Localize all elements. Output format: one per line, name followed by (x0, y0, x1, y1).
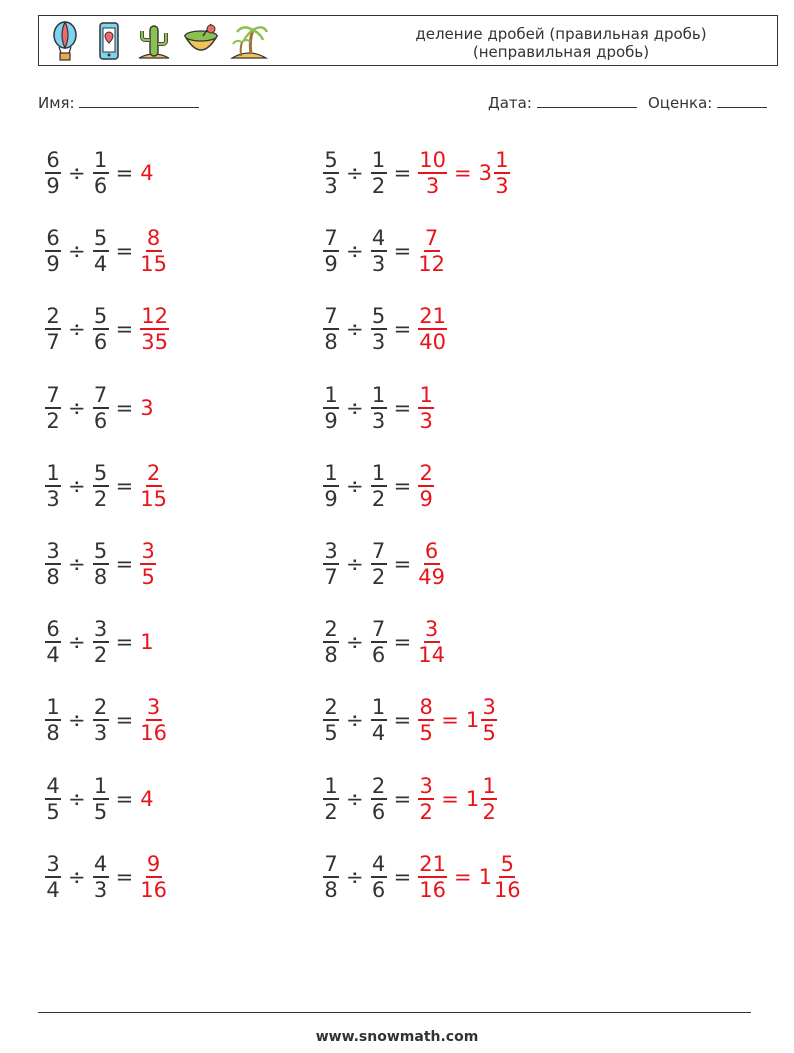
equals-sign: = (441, 786, 459, 811)
answer (418, 461, 434, 511)
numerator: 2 (371, 773, 386, 798)
answer (418, 539, 445, 589)
answer-whole: 1 (140, 630, 154, 655)
answer-whole: 3 (140, 395, 154, 420)
mixed-fraction (481, 695, 497, 745)
numerator: 2 (93, 695, 108, 720)
divide-sign: ÷ (68, 317, 86, 342)
numerator: 5 (371, 304, 386, 329)
problem-item (323, 847, 521, 907)
dividend-fraction (45, 461, 61, 511)
divisor-fraction (371, 383, 387, 433)
denominator: 3 (371, 330, 386, 355)
answer-fraction (418, 461, 434, 511)
numerator: 1 (324, 773, 338, 798)
answer (418, 383, 434, 433)
numerator: 5 (93, 226, 108, 251)
numerator: 1 (324, 460, 338, 485)
denominator: 3 (495, 174, 509, 198)
denominator: 3 (93, 721, 108, 746)
divisor-fraction (371, 774, 387, 824)
denominator: 2 (419, 799, 433, 824)
problem-item (45, 534, 156, 594)
answer (140, 630, 153, 654)
numerator: 5 (93, 304, 108, 329)
denominator: 9 (419, 486, 433, 511)
equals-sign: = (393, 395, 412, 420)
divide-sign: ÷ (346, 317, 364, 342)
numerator: 7 (424, 226, 439, 251)
divisor-fraction (93, 695, 109, 745)
denominator: 8 (324, 643, 338, 668)
mixed-whole: 3 (478, 161, 492, 185)
answer (140, 461, 167, 511)
dividend-fraction (323, 774, 339, 824)
answer (418, 304, 447, 354)
footer-url: www.snowmath.com (315, 1029, 479, 1045)
denominator: 4 (46, 877, 60, 902)
problem-item (45, 612, 154, 672)
title-line-1: деление дробей (правильная дробь) (415, 25, 707, 43)
dividend-fraction (45, 774, 61, 824)
coconut-drink-icon (181, 20, 221, 62)
denominator: 15 (140, 252, 167, 277)
divisor-fraction (371, 617, 387, 667)
mixed-fraction (494, 148, 510, 198)
denominator: 3 (371, 252, 386, 277)
problem-item (323, 690, 497, 750)
denominator: 5 (46, 799, 60, 824)
numerator: 7 (93, 382, 108, 407)
equals-sign: = (393, 708, 412, 733)
numerator: 1 (371, 695, 386, 720)
header-icons (47, 20, 269, 62)
answer-fraction (418, 148, 447, 198)
equals-sign: = (393, 786, 412, 811)
divisor-fraction (371, 539, 387, 589)
denominator: 16 (493, 877, 521, 902)
problem-item (323, 534, 445, 594)
problem-item (45, 769, 154, 829)
divisor-fraction (93, 617, 109, 667)
denominator: 8 (46, 565, 60, 589)
divisor-fraction (371, 304, 387, 354)
divisor-fraction (93, 774, 109, 824)
numerator: 3 (141, 539, 155, 563)
denominator: 12 (418, 252, 445, 277)
answer-fraction (418, 383, 434, 433)
numerator: 8 (419, 695, 433, 720)
denominator: 4 (371, 721, 386, 746)
divisor-fraction (93, 461, 109, 511)
numerator: 1 (482, 773, 496, 798)
denominator: 2 (371, 565, 386, 589)
numerator: 7 (324, 851, 338, 876)
denominator: 9 (324, 408, 338, 433)
denominator: 6 (371, 799, 386, 824)
title-line-2: (неправильная дробь) (472, 43, 650, 61)
dividend-fraction (45, 695, 61, 745)
numerator: 2 (46, 304, 60, 329)
denominator: 4 (46, 643, 60, 668)
denominator: 2 (371, 486, 386, 511)
denominator: 4 (93, 252, 108, 277)
numerator: 3 (424, 617, 439, 642)
problem-item (323, 769, 497, 829)
date-label: Дата: (488, 94, 532, 112)
answer (418, 617, 445, 667)
numerator: 21 (419, 851, 446, 876)
divisor-fraction (93, 383, 109, 433)
divide-sign: ÷ (346, 708, 364, 733)
answer-fraction (140, 539, 156, 589)
problem-item (45, 299, 169, 359)
answer (418, 695, 497, 745)
dividend-fraction (323, 461, 339, 511)
numerator: 9 (146, 851, 161, 876)
numerator: 6 (46, 617, 60, 642)
palm-island-icon (229, 20, 269, 62)
answer-fraction (418, 226, 445, 276)
numerator: 5 (93, 539, 108, 563)
equals-sign: = (115, 630, 134, 655)
problem-item (45, 847, 167, 907)
dividend-fraction (323, 148, 339, 198)
denominator: 16 (140, 721, 167, 746)
divide-sign: ÷ (68, 630, 86, 655)
divide-sign: ÷ (346, 239, 364, 264)
problem-item (45, 378, 154, 438)
numerator: 10 (419, 148, 446, 172)
problem-item (45, 456, 167, 516)
problem-item (45, 221, 167, 281)
dividend-fraction (45, 852, 61, 902)
denominator: 3 (419, 408, 433, 433)
answer-fraction (140, 304, 169, 354)
denominator: 14 (418, 643, 445, 668)
dividend-fraction (323, 383, 339, 433)
worksheet-header (38, 15, 778, 66)
dividend-fraction (323, 539, 339, 589)
dividend-fraction (45, 617, 61, 667)
denominator: 16 (140, 877, 167, 902)
denominator: 2 (324, 799, 338, 824)
problem-item (323, 143, 510, 203)
dividend-fraction (323, 617, 339, 667)
denominator: 2 (371, 174, 386, 198)
answer (418, 148, 510, 198)
answer-fraction (140, 852, 167, 902)
equals-sign: = (115, 708, 134, 733)
numerator: 7 (46, 382, 60, 407)
phone-location-icon (91, 20, 127, 62)
divisor-fraction (371, 226, 387, 276)
numerator: 7 (371, 539, 386, 563)
problem-item (45, 143, 154, 203)
divide-sign: ÷ (68, 161, 86, 185)
divide-sign: ÷ (68, 395, 86, 420)
divide-sign: ÷ (346, 473, 364, 498)
denominator: 9 (46, 174, 60, 198)
numerator: 7 (371, 617, 386, 642)
problem-item (323, 612, 445, 672)
score-label: Оценка: (648, 94, 713, 112)
equals-sign: = (441, 708, 459, 733)
numerator: 12 (141, 304, 168, 329)
divide-sign: ÷ (68, 786, 86, 811)
divide-sign: ÷ (68, 239, 86, 264)
equals-sign: = (393, 473, 412, 498)
numerator: 3 (46, 851, 60, 876)
numerator: 1 (371, 382, 386, 407)
answer (418, 226, 445, 276)
numerator: 3 (146, 695, 161, 720)
answer-fraction (140, 695, 167, 745)
denominator: 40 (419, 330, 446, 355)
score-field (648, 93, 767, 112)
dividend-fraction (45, 148, 61, 198)
divide-sign: ÷ (346, 630, 364, 655)
denominator: 6 (93, 330, 108, 355)
mixed-whole: 1 (478, 864, 492, 889)
equals-sign: = (115, 395, 134, 420)
divisor-fraction (371, 852, 387, 902)
denominator: 2 (46, 408, 60, 433)
problem-item (323, 456, 434, 516)
mixed-fraction (494, 852, 521, 902)
denominator: 9 (324, 486, 338, 511)
answer-fraction (418, 695, 434, 745)
dividend-fraction (45, 226, 61, 276)
numerator: 1 (93, 773, 108, 798)
numerator: 4 (93, 851, 108, 876)
numerator: 7 (324, 304, 338, 329)
answer (140, 304, 169, 354)
mixed-whole: 1 (465, 708, 480, 733)
numerator: 5 (500, 851, 514, 876)
cactus-icon (135, 20, 173, 62)
denominator: 8 (46, 721, 60, 746)
numerator: 5 (93, 460, 108, 485)
equals-sign: = (393, 317, 412, 342)
numerator: 5 (324, 148, 338, 172)
divisor-fraction (93, 539, 109, 589)
numerator: 2 (419, 460, 433, 485)
answer-fraction (418, 617, 445, 667)
footer-divider (38, 1012, 751, 1013)
answer (140, 396, 153, 420)
equals-sign: = (393, 630, 412, 655)
answer (140, 695, 167, 745)
numerator: 21 (419, 304, 446, 329)
denominator: 2 (93, 643, 108, 668)
numerator: 1 (324, 382, 338, 407)
numerator: 1 (371, 460, 386, 485)
answer-fraction (140, 226, 167, 276)
date-blank[interactable] (537, 93, 637, 108)
denominator: 35 (141, 330, 168, 355)
denominator: 6 (93, 174, 108, 198)
divisor-fraction (93, 148, 109, 198)
answer (418, 852, 520, 902)
problem-item (323, 299, 447, 359)
equals-sign: = (115, 864, 134, 889)
equals-sign: = (393, 552, 412, 576)
divide-sign: ÷ (68, 708, 86, 733)
equals-sign: = (393, 161, 412, 185)
equals-sign: = (115, 786, 134, 811)
problem-item (323, 221, 445, 281)
numerator: 1 (46, 460, 60, 485)
numerator: 4 (46, 773, 60, 798)
divide-sign: ÷ (346, 786, 364, 811)
numerator: 2 (324, 617, 338, 642)
mixed-fraction (481, 774, 497, 824)
denominator: 3 (324, 174, 338, 198)
answer (140, 226, 167, 276)
divide-sign: ÷ (346, 161, 364, 185)
numerator: 4 (371, 851, 386, 876)
answer (418, 774, 497, 824)
divide-sign: ÷ (346, 864, 364, 889)
dividend-fraction (323, 852, 339, 902)
numerator: 3 (419, 773, 433, 798)
denominator: 5 (93, 799, 108, 824)
numerator: 6 (46, 226, 60, 251)
name-blank[interactable] (79, 93, 199, 108)
answer-fraction (418, 539, 445, 589)
numerator: 1 (371, 148, 386, 172)
numerator: 7 (324, 226, 338, 251)
numerator: 3 (324, 539, 338, 563)
denominator: 8 (324, 877, 338, 902)
denominator: 2 (93, 486, 108, 511)
equals-sign: = (453, 161, 472, 185)
divisor-fraction (93, 304, 109, 354)
name-field (38, 93, 199, 112)
answer (140, 161, 153, 185)
denominator: 9 (46, 252, 60, 277)
numerator: 4 (371, 226, 386, 251)
divide-sign: ÷ (68, 864, 86, 889)
numerator: 1 (93, 148, 108, 172)
divisor-fraction (371, 461, 387, 511)
numerator: 6 (46, 148, 60, 172)
date-field (488, 93, 637, 112)
denominator: 7 (46, 330, 60, 355)
dividend-fraction (45, 383, 61, 433)
problem-item (323, 378, 434, 438)
denominator: 6 (371, 643, 386, 668)
denominator: 8 (93, 565, 108, 589)
problem-item (45, 690, 167, 750)
answer-fraction (418, 774, 434, 824)
divisor-fraction (371, 695, 387, 745)
denominator: 16 (419, 877, 446, 902)
equals-sign: = (115, 239, 134, 264)
answer-fraction (418, 852, 447, 902)
numerator: 6 (424, 539, 439, 563)
equals-sign: = (393, 239, 412, 264)
equals-sign: = (453, 864, 472, 889)
denominator: 3 (425, 174, 440, 198)
dividend-fraction (323, 226, 339, 276)
dividend-fraction (323, 695, 339, 745)
divide-sign: ÷ (68, 552, 86, 576)
denominator: 5 (482, 721, 496, 746)
hot-air-balloon-icon (47, 20, 83, 62)
equals-sign: = (115, 552, 134, 576)
divisor-fraction (93, 852, 109, 902)
answer-whole: 4 (140, 786, 154, 811)
denominator: 3 (371, 408, 386, 433)
dividend-fraction (45, 539, 61, 589)
answer (140, 539, 156, 589)
numerator: 3 (482, 695, 496, 720)
numerator: 8 (146, 226, 161, 251)
numerator: 3 (46, 539, 60, 563)
numerator: 3 (93, 617, 108, 642)
mixed-whole: 1 (465, 786, 480, 811)
answer-fraction (418, 304, 447, 354)
denominator: 3 (46, 486, 60, 511)
numerator: 1 (419, 382, 433, 407)
equals-sign: = (393, 864, 412, 889)
name-label: Имя: (38, 94, 75, 112)
divisor-fraction (371, 148, 387, 198)
divide-sign: ÷ (346, 395, 364, 420)
answer (140, 787, 153, 811)
denominator: 3 (93, 877, 108, 902)
denominator: 7 (324, 565, 338, 589)
numerator: 1 (46, 695, 60, 720)
denominator: 9 (324, 252, 338, 277)
answer-whole: 4 (140, 161, 154, 185)
worksheet-title (381, 25, 741, 61)
denominator: 15 (140, 486, 167, 511)
denominator: 5 (324, 721, 338, 746)
dividend-fraction (323, 304, 339, 354)
denominator: 5 (141, 565, 155, 589)
numerator: 1 (495, 148, 509, 172)
denominator: 2 (482, 799, 496, 824)
score-blank[interactable] (717, 93, 767, 108)
denominator: 8 (324, 330, 338, 355)
answer (140, 852, 167, 902)
answer-fraction (140, 461, 167, 511)
numerator: 2 (324, 695, 338, 720)
equals-sign: = (115, 317, 134, 342)
denominator: 5 (419, 721, 433, 746)
equals-sign: = (115, 161, 134, 185)
divide-sign: ÷ (346, 552, 364, 576)
equals-sign: = (115, 473, 134, 498)
divide-sign: ÷ (68, 473, 86, 498)
denominator: 49 (418, 565, 445, 589)
numerator: 2 (146, 460, 161, 485)
dividend-fraction (45, 304, 61, 354)
divisor-fraction (93, 226, 109, 276)
denominator: 6 (371, 877, 386, 902)
denominator: 6 (93, 408, 108, 433)
